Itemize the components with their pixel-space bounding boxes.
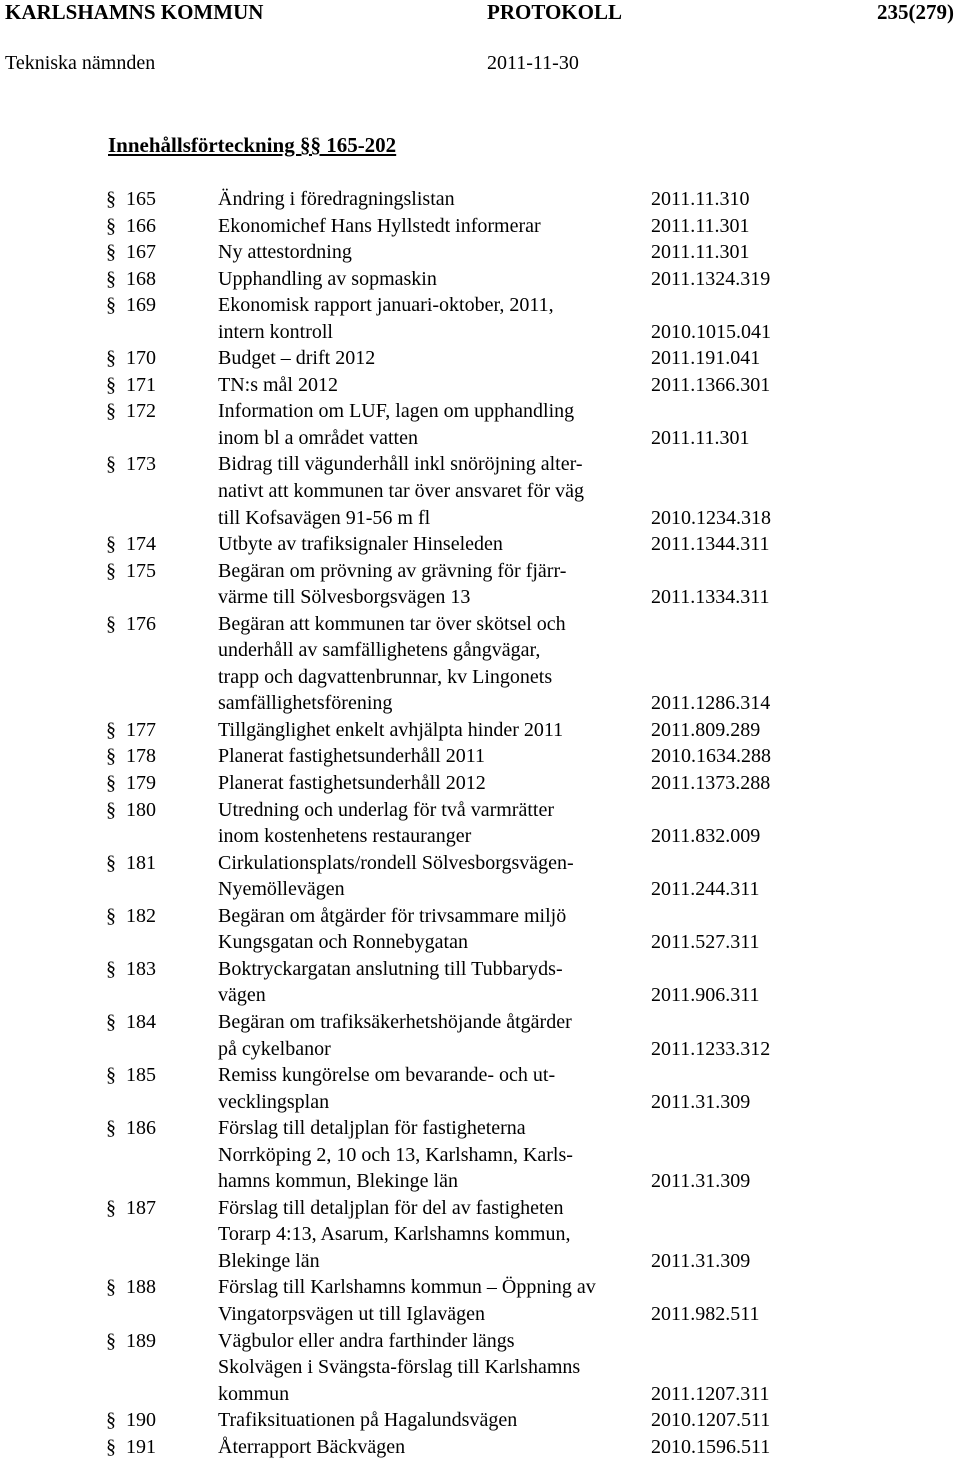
section-number: 191 xyxy=(126,1435,156,1458)
toc-entry xyxy=(0,558,960,611)
section-title: Boktryckargatan anslutning till Tubbaryds- xyxy=(218,957,563,980)
diary-number: 2011.1207.311 xyxy=(651,1382,770,1405)
section-symbol: § xyxy=(106,1276,116,1299)
section-number: 177 xyxy=(126,718,156,741)
section-title: hamns kommun, Blekinge län xyxy=(218,1170,458,1193)
toc-entry xyxy=(0,266,960,293)
toc-entry-line xyxy=(0,611,960,638)
toc-entry-line xyxy=(0,743,960,770)
toc-entry xyxy=(0,186,960,213)
toc-entry xyxy=(0,611,960,717)
section-symbol: § xyxy=(106,798,116,821)
section-title: inom kostenhetens restauranger xyxy=(218,825,472,848)
section-symbol: § xyxy=(106,745,116,768)
diary-number: 2010.1234.318 xyxy=(651,506,771,529)
toc-entry-line xyxy=(0,1248,960,1275)
toc-entry-line xyxy=(0,929,960,956)
toc-entry-line xyxy=(0,903,960,930)
section-title: till Kofsavägen 91-56 m fl xyxy=(218,506,431,529)
section-title: intern kontroll xyxy=(218,320,333,343)
toc-entry-line xyxy=(0,1354,960,1381)
toc-entry-line xyxy=(0,531,960,558)
toc-title: Innehållsförteckning §§ 165-202 xyxy=(108,133,397,157)
section-title: Vägbulor eller andra farthinder längs xyxy=(218,1329,515,1352)
section-title: Information om LUF, lagen om upphandling xyxy=(218,400,575,423)
toc-entry-line xyxy=(0,1168,960,1195)
toc-entry-line xyxy=(0,1036,960,1063)
diary-number: 2011.832.009 xyxy=(651,825,761,848)
section-symbol: § xyxy=(106,851,116,874)
section-title: Utbyte av trafiksignaler Hinseleden xyxy=(218,533,503,556)
toc-entry-line xyxy=(0,664,960,691)
section-title: Förslag till detaljplan för del av fastigheten xyxy=(218,1196,564,1219)
diary-number: 2011.1233.312 xyxy=(651,1037,771,1060)
diary-number: 2011.31.309 xyxy=(651,1249,751,1272)
section-number: 186 xyxy=(126,1117,156,1140)
section-symbol: § xyxy=(106,772,116,795)
section-title: Budget – drift 2012 xyxy=(218,347,376,370)
section-number: 188 xyxy=(126,1276,156,1299)
section-number: 180 xyxy=(126,798,156,821)
section-title: Kungsgatan och Ronnebygatan xyxy=(218,931,468,954)
diary-number: 2011.906.311 xyxy=(651,984,760,1007)
toc-entry xyxy=(0,1434,960,1460)
diary-number: 2011.244.311 xyxy=(651,878,760,901)
section-title: samfällighetsförening xyxy=(218,692,393,715)
diary-number: 2011.31.309 xyxy=(651,1090,751,1113)
toc-entry-line xyxy=(0,770,960,797)
toc-entry-line xyxy=(0,1274,960,1301)
toc-entry-line xyxy=(0,292,960,319)
section-number: 169 xyxy=(126,294,156,317)
section-symbol: § xyxy=(106,373,116,396)
toc-entry xyxy=(0,372,960,399)
section-number: 172 xyxy=(126,400,156,423)
toc-entry-line xyxy=(0,717,960,744)
toc-entry-line xyxy=(0,1301,960,1328)
section-title: Cirkulationsplats/rondell Sölvesborgsvägen- xyxy=(218,851,574,874)
section-symbol: § xyxy=(106,347,116,370)
section-title: Begäran om prövning av grävning för fjärr- xyxy=(218,559,567,582)
toc-entry-line xyxy=(0,425,960,452)
section-title: TN:s mål 2012 xyxy=(218,373,338,396)
toc-entry xyxy=(0,1328,960,1408)
toc-entry-line xyxy=(0,1328,960,1355)
toc-entry-line xyxy=(0,1434,960,1460)
section-symbol: § xyxy=(106,718,116,741)
section-symbol: § xyxy=(106,533,116,556)
section-symbol: § xyxy=(106,267,116,290)
toc-entry-line xyxy=(0,690,960,717)
section-number: 167 xyxy=(126,241,156,264)
section-title: nativt att kommunen tar över ansvaret för väg xyxy=(218,480,584,503)
section-symbol: § xyxy=(106,904,116,927)
diary-number: 2011.1344.311 xyxy=(651,533,770,556)
toc-entry xyxy=(0,956,960,1009)
diary-number: 2011.1324.319 xyxy=(651,267,771,290)
committee-name: Tekniska nämnden xyxy=(5,52,156,74)
section-title: Vingatorpsvägen ut till Iglavägen xyxy=(218,1302,486,1325)
section-title: Utredning och underlag för två varmrätter xyxy=(218,798,554,821)
document-type: PROTOKOLL xyxy=(487,0,622,24)
section-number: 182 xyxy=(126,904,156,927)
section-symbol: § xyxy=(106,1329,116,1352)
section-title: på cykelbanor xyxy=(218,1037,331,1060)
page-number: 235(279) xyxy=(877,0,954,24)
toc-entry-line xyxy=(0,1115,960,1142)
toc-entry-line xyxy=(0,982,960,1009)
section-number: 178 xyxy=(126,745,156,768)
section-number: 183 xyxy=(126,957,156,980)
toc-entry-line xyxy=(0,850,960,877)
diary-number: 2011.809.289 xyxy=(651,718,761,741)
toc-entry xyxy=(0,1062,960,1115)
toc-entry xyxy=(0,345,960,372)
section-title: Begäran om trafiksäkerhetshöjande åtgärder xyxy=(218,1010,572,1033)
toc-entry-line xyxy=(0,1221,960,1248)
section-title: Torarp 4:13, Asarum, Karlshamns kommun, xyxy=(218,1223,571,1246)
toc-entry-line xyxy=(0,1407,960,1434)
diary-number: 2010.1634.288 xyxy=(651,745,771,768)
diary-number: 2011.982.511 xyxy=(651,1302,760,1325)
section-title: Förslag till Karlshamns kommun – Öppning av xyxy=(218,1276,596,1299)
section-symbol: § xyxy=(106,1117,116,1140)
diary-number: 2011.191.041 xyxy=(651,347,761,370)
toc-entry xyxy=(0,1195,960,1275)
toc-entry-line xyxy=(0,213,960,240)
section-title: Planerat fastighetsunderhåll 2011 xyxy=(218,745,485,768)
toc-entry xyxy=(0,292,960,345)
section-title: Ekonomichef Hans Hyllstedt informerar xyxy=(218,214,541,237)
diary-number: 2011.31.309 xyxy=(651,1170,751,1193)
section-title: kommun xyxy=(218,1382,290,1405)
toc-entry-line xyxy=(0,505,960,532)
toc-entry-line xyxy=(0,345,960,372)
section-title: vecklingsplan xyxy=(218,1090,330,1113)
toc-entry-line xyxy=(0,319,960,346)
section-number: 181 xyxy=(126,851,156,874)
toc-entry xyxy=(0,531,960,558)
section-symbol: § xyxy=(106,294,116,317)
toc-entry-line xyxy=(0,186,960,213)
toc-entry xyxy=(0,717,960,744)
toc-entry xyxy=(0,1115,960,1195)
section-symbol: § xyxy=(106,957,116,980)
section-symbol: § xyxy=(106,241,116,264)
section-title: Ny attestordning xyxy=(218,241,352,264)
section-number: 176 xyxy=(126,612,156,635)
toc-entry-line xyxy=(0,797,960,824)
section-symbol: § xyxy=(106,1196,116,1219)
toc-entry xyxy=(0,1407,960,1434)
diary-number: 2010.1596.511 xyxy=(651,1435,771,1458)
diary-number: 2011.1286.314 xyxy=(651,692,771,715)
toc-entry-line xyxy=(0,558,960,585)
toc-entry-line xyxy=(0,478,960,505)
toc-entry xyxy=(0,213,960,240)
toc-entry xyxy=(0,770,960,797)
toc-entry-line xyxy=(0,956,960,983)
section-symbol: § xyxy=(106,1409,116,1432)
section-title: Norrköping 2, 10 och 13, Karlshamn, Karls- xyxy=(218,1143,573,1166)
toc-entry-line xyxy=(0,1142,960,1169)
diary-number: 2011.11.301 xyxy=(651,426,750,449)
toc-entry-line xyxy=(0,823,960,850)
section-title: Planerat fastighetsunderhåll 2012 xyxy=(218,772,486,795)
section-number: 168 xyxy=(126,267,156,290)
section-number: 166 xyxy=(126,214,156,237)
toc-entry-line xyxy=(0,1009,960,1036)
section-number: 189 xyxy=(126,1329,156,1352)
section-symbol: § xyxy=(106,453,116,476)
section-number: 173 xyxy=(126,453,156,476)
section-title: Begäran om åtgärder för trivsammare miljö xyxy=(218,904,567,927)
section-number: 170 xyxy=(126,347,156,370)
section-title: trapp och dagvattenbrunnar, kv Lingonets xyxy=(218,665,553,688)
diary-number: 2011.1373.288 xyxy=(651,772,771,795)
section-title: Återrapport Bäckvägen xyxy=(218,1435,406,1458)
diary-number: 2011.1334.311 xyxy=(651,586,770,609)
section-title: Nyemöllevägen xyxy=(218,878,345,901)
toc-entry-line xyxy=(0,451,960,478)
section-number: 174 xyxy=(126,533,156,556)
toc-entry-line xyxy=(0,1089,960,1116)
diary-number: 2011.11.310 xyxy=(651,188,750,210)
section-number: 187 xyxy=(126,1196,156,1219)
section-symbol: § xyxy=(106,400,116,423)
toc-entry-line xyxy=(0,1195,960,1222)
diary-number: 2011.527.311 xyxy=(651,931,760,954)
toc-entry xyxy=(0,743,960,770)
section-symbol: § xyxy=(106,188,116,210)
diary-number: 2010.1015.041 xyxy=(651,320,771,343)
section-title: Begäran att kommunen tar över skötsel och xyxy=(218,612,566,635)
section-number: 171 xyxy=(126,373,156,396)
diary-number: 2010.1207.511 xyxy=(651,1409,771,1432)
section-number: 179 xyxy=(126,772,156,795)
toc-entry-line xyxy=(0,584,960,611)
section-number: 190 xyxy=(126,1409,156,1432)
toc-entry xyxy=(0,903,960,956)
toc-entry-line xyxy=(0,239,960,266)
section-title: Skolvägen i Svängsta-förslag till Karlshamns xyxy=(218,1356,581,1379)
section-title: Ändring i föredragningslistan xyxy=(218,188,455,210)
toc-entry-line xyxy=(0,876,960,903)
toc-entry xyxy=(0,850,960,903)
section-number: 175 xyxy=(126,559,156,582)
section-symbol: § xyxy=(106,1435,116,1458)
toc-entry-line xyxy=(0,1381,960,1408)
section-symbol: § xyxy=(106,214,116,237)
section-title: värme till Sölvesborgsvägen 13 xyxy=(218,586,471,609)
section-title: Trafiksituationen på Hagalundsvägen xyxy=(218,1409,518,1432)
diary-number: 2011.1366.301 xyxy=(651,373,771,396)
section-title: Ekonomisk rapport januari-oktober, 2011, xyxy=(218,294,554,317)
toc-entry-line xyxy=(0,398,960,425)
section-title: Bidrag till vägunderhåll inkl snöröjning alter- xyxy=(218,453,583,476)
toc-entry xyxy=(0,797,960,850)
page-header-row-1 xyxy=(0,0,960,30)
diary-number: 2011.11.301 xyxy=(651,214,750,237)
section-title: Förslag till detaljplan för fastigheterna xyxy=(218,1117,526,1140)
toc-entry-line xyxy=(0,637,960,664)
section-number: 184 xyxy=(126,1010,156,1033)
section-number: 165 xyxy=(126,188,156,210)
organization-name: KARLSHAMNS KOMMUN xyxy=(5,0,264,24)
section-title: Blekinge län xyxy=(218,1249,320,1272)
toc-entry xyxy=(0,1009,960,1062)
toc-entry xyxy=(0,398,960,451)
table-of-contents xyxy=(0,186,960,1460)
section-number: 185 xyxy=(126,1064,156,1087)
toc-entry-line xyxy=(0,1062,960,1089)
toc-entry xyxy=(0,239,960,266)
section-symbol: § xyxy=(106,612,116,635)
toc-entry xyxy=(0,1274,960,1327)
section-title: Tillgänglighet enkelt avhjälpta hinder 2011 xyxy=(218,718,564,741)
section-symbol: § xyxy=(106,1010,116,1033)
section-symbol: § xyxy=(106,1064,116,1087)
page-header-row-2 xyxy=(0,52,960,82)
toc-entry-line xyxy=(0,266,960,293)
section-title: Upphandling av sopmaskin xyxy=(218,267,437,290)
toc-entry xyxy=(0,451,960,531)
meeting-date: 2011-11-30 xyxy=(487,52,579,74)
diary-number: 2011.11.301 xyxy=(651,241,750,264)
section-title: underhåll av samfällighetens gångvägar, xyxy=(218,639,541,662)
toc-entry-line xyxy=(0,372,960,399)
section-title: vägen xyxy=(218,984,266,1007)
section-title: Remiss kungörelse om bevarande- och ut- xyxy=(218,1064,556,1087)
section-symbol: § xyxy=(106,559,116,582)
section-title: inom bl a området vatten xyxy=(218,426,418,449)
